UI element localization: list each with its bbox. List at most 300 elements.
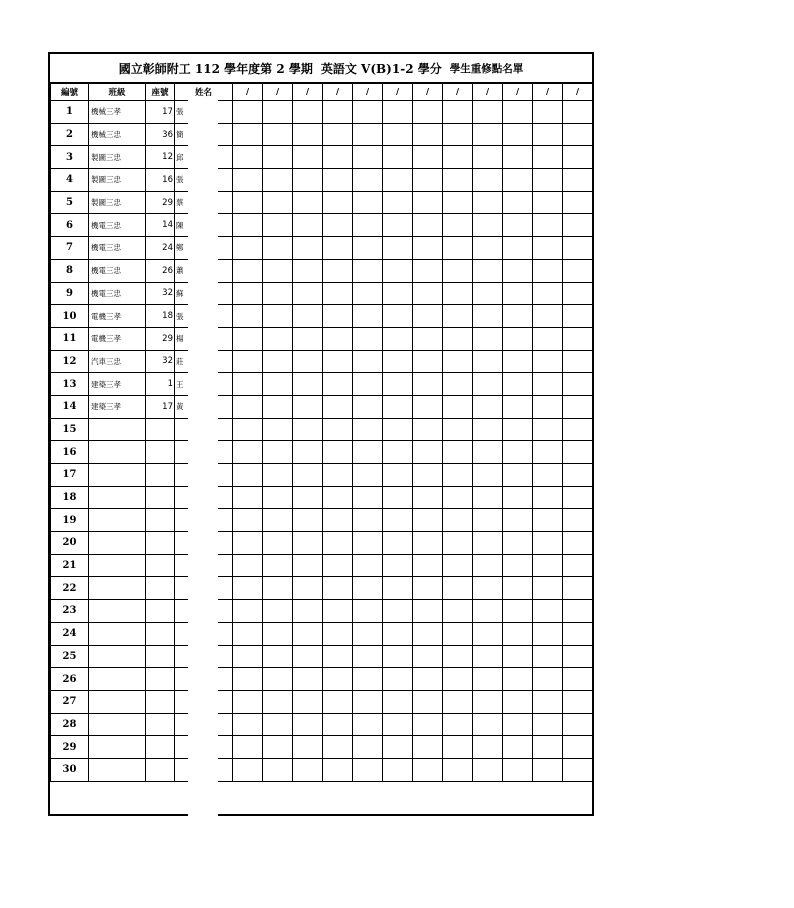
attendance-cell[interactable]: [473, 486, 503, 509]
attendance-cell[interactable]: [473, 736, 503, 759]
attendance-cell[interactable]: [563, 758, 593, 781]
attendance-cell[interactable]: [383, 282, 413, 305]
attendance-cell[interactable]: [413, 758, 443, 781]
attendance-cell[interactable]: [533, 191, 563, 214]
attendance-cell[interactable]: [443, 259, 473, 282]
attendance-cell[interactable]: [263, 373, 293, 396]
attendance-cell[interactable]: [503, 600, 533, 623]
attendance-cell[interactable]: [473, 554, 503, 577]
attendance-cell[interactable]: [323, 101, 353, 124]
attendance-cell[interactable]: [293, 622, 323, 645]
attendance-cell[interactable]: [383, 554, 413, 577]
attendance-cell[interactable]: [293, 736, 323, 759]
attendance-cell[interactable]: [383, 577, 413, 600]
attendance-cell[interactable]: [473, 418, 503, 441]
attendance-cell[interactable]: [563, 305, 593, 328]
attendance-cell[interactable]: [263, 736, 293, 759]
attendance-cell[interactable]: [533, 101, 563, 124]
attendance-cell[interactable]: [323, 350, 353, 373]
attendance-cell[interactable]: [293, 373, 323, 396]
attendance-cell[interactable]: [503, 146, 533, 169]
attendance-cell[interactable]: [233, 418, 263, 441]
attendance-cell[interactable]: [293, 464, 323, 487]
attendance-cell[interactable]: [233, 350, 263, 373]
attendance-cell[interactable]: [503, 101, 533, 124]
attendance-cell[interactable]: [323, 600, 353, 623]
attendance-cell[interactable]: [473, 645, 503, 668]
attendance-cell[interactable]: [353, 758, 383, 781]
attendance-cell[interactable]: [383, 146, 413, 169]
attendance-cell[interactable]: [533, 237, 563, 260]
attendance-cell[interactable]: [263, 327, 293, 350]
attendance-cell[interactable]: [383, 395, 413, 418]
attendance-cell[interactable]: [413, 645, 443, 668]
attendance-cell[interactable]: [473, 509, 503, 532]
attendance-cell[interactable]: [263, 305, 293, 328]
attendance-cell[interactable]: [293, 237, 323, 260]
attendance-cell[interactable]: [413, 101, 443, 124]
attendance-cell[interactable]: [293, 305, 323, 328]
attendance-cell[interactable]: [233, 373, 263, 396]
attendance-cell[interactable]: [563, 577, 593, 600]
attendance-cell[interactable]: [293, 395, 323, 418]
attendance-cell[interactable]: [443, 237, 473, 260]
attendance-cell[interactable]: [263, 509, 293, 532]
attendance-cell[interactable]: [383, 509, 413, 532]
attendance-cell[interactable]: [563, 418, 593, 441]
attendance-cell[interactable]: [263, 441, 293, 464]
attendance-cell[interactable]: [323, 645, 353, 668]
attendance-cell[interactable]: [383, 532, 413, 555]
attendance-cell[interactable]: [263, 668, 293, 691]
attendance-cell[interactable]: [503, 418, 533, 441]
attendance-cell[interactable]: [383, 418, 413, 441]
attendance-cell[interactable]: [533, 645, 563, 668]
attendance-cell[interactable]: [443, 373, 473, 396]
attendance-cell[interactable]: [383, 237, 413, 260]
attendance-cell[interactable]: [413, 259, 443, 282]
attendance-cell[interactable]: [473, 350, 503, 373]
attendance-cell[interactable]: [473, 146, 503, 169]
attendance-cell[interactable]: [353, 645, 383, 668]
attendance-cell[interactable]: [233, 305, 263, 328]
attendance-cell[interactable]: [563, 713, 593, 736]
attendance-cell[interactable]: [563, 191, 593, 214]
attendance-cell[interactable]: [233, 736, 263, 759]
attendance-cell[interactable]: [443, 191, 473, 214]
attendance-cell[interactable]: [413, 441, 443, 464]
attendance-cell[interactable]: [563, 645, 593, 668]
attendance-cell[interactable]: [563, 600, 593, 623]
attendance-cell[interactable]: [443, 532, 473, 555]
attendance-cell[interactable]: [263, 214, 293, 237]
attendance-cell[interactable]: [323, 259, 353, 282]
attendance-cell[interactable]: [233, 577, 263, 600]
attendance-cell[interactable]: [353, 373, 383, 396]
attendance-cell[interactable]: [263, 532, 293, 555]
attendance-cell[interactable]: [233, 509, 263, 532]
attendance-cell[interactable]: [233, 191, 263, 214]
attendance-cell[interactable]: [503, 577, 533, 600]
attendance-cell[interactable]: [263, 191, 293, 214]
attendance-cell[interactable]: [353, 577, 383, 600]
attendance-cell[interactable]: [233, 758, 263, 781]
attendance-cell[interactable]: [413, 532, 443, 555]
attendance-cell[interactable]: [443, 600, 473, 623]
attendance-cell[interactable]: [353, 305, 383, 328]
attendance-cell[interactable]: [443, 645, 473, 668]
attendance-cell[interactable]: [443, 622, 473, 645]
attendance-cell[interactable]: [473, 622, 503, 645]
attendance-cell[interactable]: [533, 259, 563, 282]
attendance-cell[interactable]: [503, 282, 533, 305]
attendance-cell[interactable]: [533, 486, 563, 509]
attendance-cell[interactable]: [383, 214, 413, 237]
attendance-cell[interactable]: [563, 554, 593, 577]
attendance-cell[interactable]: [323, 214, 353, 237]
attendance-cell[interactable]: [353, 622, 383, 645]
attendance-cell[interactable]: [353, 532, 383, 555]
attendance-cell[interactable]: [233, 600, 263, 623]
attendance-cell[interactable]: [563, 123, 593, 146]
attendance-cell[interactable]: [263, 554, 293, 577]
attendance-cell[interactable]: [323, 441, 353, 464]
attendance-cell[interactable]: [353, 123, 383, 146]
attendance-cell[interactable]: [413, 464, 443, 487]
attendance-cell[interactable]: [263, 645, 293, 668]
attendance-cell[interactable]: [563, 237, 593, 260]
attendance-cell[interactable]: [323, 622, 353, 645]
attendance-cell[interactable]: [263, 123, 293, 146]
attendance-cell[interactable]: [443, 395, 473, 418]
attendance-cell[interactable]: [533, 713, 563, 736]
attendance-cell[interactable]: [353, 395, 383, 418]
attendance-cell[interactable]: [293, 441, 323, 464]
attendance-cell[interactable]: [383, 123, 413, 146]
attendance-cell[interactable]: [533, 509, 563, 532]
attendance-cell[interactable]: [503, 554, 533, 577]
attendance-cell[interactable]: [293, 690, 323, 713]
attendance-cell[interactable]: [383, 327, 413, 350]
attendance-cell[interactable]: [533, 441, 563, 464]
attendance-cell[interactable]: [473, 123, 503, 146]
attendance-cell[interactable]: [473, 169, 503, 192]
attendance-cell[interactable]: [413, 327, 443, 350]
attendance-cell[interactable]: [413, 622, 443, 645]
attendance-cell[interactable]: [353, 600, 383, 623]
attendance-cell[interactable]: [263, 600, 293, 623]
attendance-cell[interactable]: [263, 237, 293, 260]
attendance-cell[interactable]: [503, 191, 533, 214]
attendance-cell[interactable]: [443, 713, 473, 736]
attendance-cell[interactable]: [503, 464, 533, 487]
attendance-cell[interactable]: [383, 713, 413, 736]
attendance-cell[interactable]: [503, 373, 533, 396]
attendance-cell[interactable]: [323, 554, 353, 577]
attendance-cell[interactable]: [533, 282, 563, 305]
attendance-cell[interactable]: [533, 350, 563, 373]
attendance-cell[interactable]: [443, 418, 473, 441]
attendance-cell[interactable]: [383, 373, 413, 396]
attendance-cell[interactable]: [233, 713, 263, 736]
attendance-cell[interactable]: [533, 169, 563, 192]
attendance-cell[interactable]: [323, 713, 353, 736]
attendance-cell[interactable]: [323, 282, 353, 305]
attendance-cell[interactable]: [383, 259, 413, 282]
attendance-cell[interactable]: [533, 395, 563, 418]
attendance-cell[interactable]: [473, 282, 503, 305]
attendance-cell[interactable]: [293, 282, 323, 305]
attendance-cell[interactable]: [383, 191, 413, 214]
attendance-cell[interactable]: [503, 305, 533, 328]
attendance-cell[interactable]: [503, 441, 533, 464]
attendance-cell[interactable]: [443, 327, 473, 350]
attendance-cell[interactable]: [563, 146, 593, 169]
attendance-cell[interactable]: [353, 690, 383, 713]
attendance-cell[interactable]: [353, 418, 383, 441]
attendance-cell[interactable]: [563, 622, 593, 645]
attendance-cell[interactable]: [443, 464, 473, 487]
attendance-cell[interactable]: [533, 532, 563, 555]
attendance-cell[interactable]: [233, 101, 263, 124]
attendance-cell[interactable]: [443, 577, 473, 600]
attendance-cell[interactable]: [353, 736, 383, 759]
attendance-cell[interactable]: [353, 214, 383, 237]
attendance-cell[interactable]: [293, 600, 323, 623]
attendance-cell[interactable]: [263, 758, 293, 781]
attendance-cell[interactable]: [233, 645, 263, 668]
attendance-cell[interactable]: [563, 259, 593, 282]
attendance-cell[interactable]: [233, 668, 263, 691]
attendance-cell[interactable]: [503, 736, 533, 759]
attendance-cell[interactable]: [293, 532, 323, 555]
attendance-cell[interactable]: [323, 464, 353, 487]
attendance-cell[interactable]: [503, 350, 533, 373]
attendance-cell[interactable]: [263, 622, 293, 645]
attendance-cell[interactable]: [473, 395, 503, 418]
attendance-cell[interactable]: [263, 690, 293, 713]
attendance-cell[interactable]: [323, 736, 353, 759]
attendance-cell[interactable]: [473, 758, 503, 781]
attendance-cell[interactable]: [473, 237, 503, 260]
attendance-cell[interactable]: [293, 418, 323, 441]
attendance-cell[interactable]: [503, 123, 533, 146]
attendance-cell[interactable]: [353, 441, 383, 464]
attendance-cell[interactable]: [263, 146, 293, 169]
attendance-cell[interactable]: [293, 101, 323, 124]
attendance-cell[interactable]: [323, 169, 353, 192]
attendance-cell[interactable]: [383, 736, 413, 759]
attendance-cell[interactable]: [443, 509, 473, 532]
attendance-cell[interactable]: [353, 101, 383, 124]
attendance-cell[interactable]: [233, 146, 263, 169]
attendance-cell[interactable]: [473, 259, 503, 282]
attendance-cell[interactable]: [263, 577, 293, 600]
attendance-cell[interactable]: [443, 146, 473, 169]
attendance-cell[interactable]: [233, 622, 263, 645]
attendance-cell[interactable]: [323, 758, 353, 781]
attendance-cell[interactable]: [533, 622, 563, 645]
attendance-cell[interactable]: [233, 532, 263, 555]
attendance-cell[interactable]: [413, 169, 443, 192]
attendance-cell[interactable]: [293, 645, 323, 668]
attendance-cell[interactable]: [323, 532, 353, 555]
attendance-cell[interactable]: [563, 668, 593, 691]
attendance-cell[interactable]: [473, 191, 503, 214]
attendance-cell[interactable]: [293, 327, 323, 350]
attendance-cell[interactable]: [323, 509, 353, 532]
attendance-cell[interactable]: [533, 577, 563, 600]
attendance-cell[interactable]: [383, 668, 413, 691]
attendance-cell[interactable]: [503, 259, 533, 282]
attendance-cell[interactable]: [473, 577, 503, 600]
attendance-cell[interactable]: [563, 464, 593, 487]
attendance-cell[interactable]: [293, 758, 323, 781]
attendance-cell[interactable]: [323, 237, 353, 260]
attendance-cell[interactable]: [473, 373, 503, 396]
attendance-cell[interactable]: [503, 486, 533, 509]
attendance-cell[interactable]: [323, 327, 353, 350]
attendance-cell[interactable]: [353, 668, 383, 691]
attendance-cell[interactable]: [563, 350, 593, 373]
attendance-cell[interactable]: [563, 395, 593, 418]
attendance-cell[interactable]: [443, 214, 473, 237]
attendance-cell[interactable]: [233, 169, 263, 192]
attendance-cell[interactable]: [323, 577, 353, 600]
attendance-cell[interactable]: [263, 101, 293, 124]
attendance-cell[interactable]: [383, 350, 413, 373]
attendance-cell[interactable]: [383, 305, 413, 328]
attendance-cell[interactable]: [443, 668, 473, 691]
attendance-cell[interactable]: [293, 191, 323, 214]
attendance-cell[interactable]: [293, 509, 323, 532]
attendance-cell[interactable]: [413, 350, 443, 373]
attendance-cell[interactable]: [293, 713, 323, 736]
attendance-cell[interactable]: [563, 486, 593, 509]
attendance-cell[interactable]: [263, 169, 293, 192]
attendance-cell[interactable]: [263, 486, 293, 509]
attendance-cell[interactable]: [263, 395, 293, 418]
attendance-cell[interactable]: [443, 736, 473, 759]
attendance-cell[interactable]: [263, 282, 293, 305]
attendance-cell[interactable]: [413, 736, 443, 759]
attendance-cell[interactable]: [413, 146, 443, 169]
attendance-cell[interactable]: [443, 282, 473, 305]
attendance-cell[interactable]: [353, 146, 383, 169]
attendance-cell[interactable]: [383, 758, 413, 781]
attendance-cell[interactable]: [413, 305, 443, 328]
attendance-cell[interactable]: [503, 645, 533, 668]
attendance-cell[interactable]: [533, 327, 563, 350]
attendance-cell[interactable]: [533, 736, 563, 759]
attendance-cell[interactable]: [323, 191, 353, 214]
attendance-cell[interactable]: [263, 350, 293, 373]
attendance-cell[interactable]: [503, 758, 533, 781]
attendance-cell[interactable]: [563, 214, 593, 237]
attendance-cell[interactable]: [293, 350, 323, 373]
attendance-cell[interactable]: [503, 532, 533, 555]
attendance-cell[interactable]: [443, 305, 473, 328]
attendance-cell[interactable]: [473, 464, 503, 487]
attendance-cell[interactable]: [503, 690, 533, 713]
attendance-cell[interactable]: [383, 486, 413, 509]
attendance-cell[interactable]: [563, 327, 593, 350]
attendance-cell[interactable]: [353, 259, 383, 282]
attendance-cell[interactable]: [503, 668, 533, 691]
attendance-cell[interactable]: [263, 259, 293, 282]
attendance-cell[interactable]: [473, 713, 503, 736]
attendance-cell[interactable]: [533, 305, 563, 328]
attendance-cell[interactable]: [533, 758, 563, 781]
attendance-cell[interactable]: [233, 282, 263, 305]
attendance-cell[interactable]: [323, 123, 353, 146]
attendance-cell[interactable]: [353, 169, 383, 192]
attendance-cell[interactable]: [503, 509, 533, 532]
attendance-cell[interactable]: [473, 305, 503, 328]
attendance-cell[interactable]: [233, 464, 263, 487]
attendance-cell[interactable]: [233, 395, 263, 418]
attendance-cell[interactable]: [413, 237, 443, 260]
attendance-cell[interactable]: [473, 327, 503, 350]
attendance-cell[interactable]: [293, 486, 323, 509]
attendance-cell[interactable]: [503, 622, 533, 645]
attendance-cell[interactable]: [293, 554, 323, 577]
attendance-cell[interactable]: [563, 101, 593, 124]
attendance-cell[interactable]: [473, 600, 503, 623]
attendance-cell[interactable]: [353, 464, 383, 487]
attendance-cell[interactable]: [533, 464, 563, 487]
attendance-cell[interactable]: [563, 736, 593, 759]
attendance-cell[interactable]: [263, 418, 293, 441]
attendance-cell[interactable]: [233, 486, 263, 509]
attendance-cell[interactable]: [413, 418, 443, 441]
attendance-cell[interactable]: [233, 327, 263, 350]
attendance-cell[interactable]: [473, 101, 503, 124]
attendance-cell[interactable]: [443, 554, 473, 577]
attendance-cell[interactable]: [413, 123, 443, 146]
attendance-cell[interactable]: [413, 373, 443, 396]
attendance-cell[interactable]: [533, 554, 563, 577]
attendance-cell[interactable]: [233, 123, 263, 146]
attendance-cell[interactable]: [533, 418, 563, 441]
attendance-cell[interactable]: [473, 441, 503, 464]
attendance-cell[interactable]: [413, 395, 443, 418]
attendance-cell[interactable]: [443, 758, 473, 781]
attendance-cell[interactable]: [323, 395, 353, 418]
attendance-cell[interactable]: [443, 441, 473, 464]
attendance-cell[interactable]: [533, 123, 563, 146]
attendance-cell[interactable]: [563, 282, 593, 305]
attendance-cell[interactable]: [353, 237, 383, 260]
attendance-cell[interactable]: [263, 713, 293, 736]
attendance-cell[interactable]: [503, 713, 533, 736]
attendance-cell[interactable]: [293, 259, 323, 282]
attendance-cell[interactable]: [473, 668, 503, 691]
attendance-cell[interactable]: [383, 622, 413, 645]
attendance-cell[interactable]: [323, 373, 353, 396]
attendance-cell[interactable]: [533, 600, 563, 623]
attendance-cell[interactable]: [503, 214, 533, 237]
attendance-cell[interactable]: [473, 690, 503, 713]
attendance-cell[interactable]: [383, 645, 413, 668]
attendance-cell[interactable]: [293, 123, 323, 146]
attendance-cell[interactable]: [323, 146, 353, 169]
attendance-cell[interactable]: [383, 464, 413, 487]
attendance-cell[interactable]: [533, 690, 563, 713]
attendance-cell[interactable]: [353, 713, 383, 736]
attendance-cell[interactable]: [413, 282, 443, 305]
attendance-cell[interactable]: [293, 146, 323, 169]
